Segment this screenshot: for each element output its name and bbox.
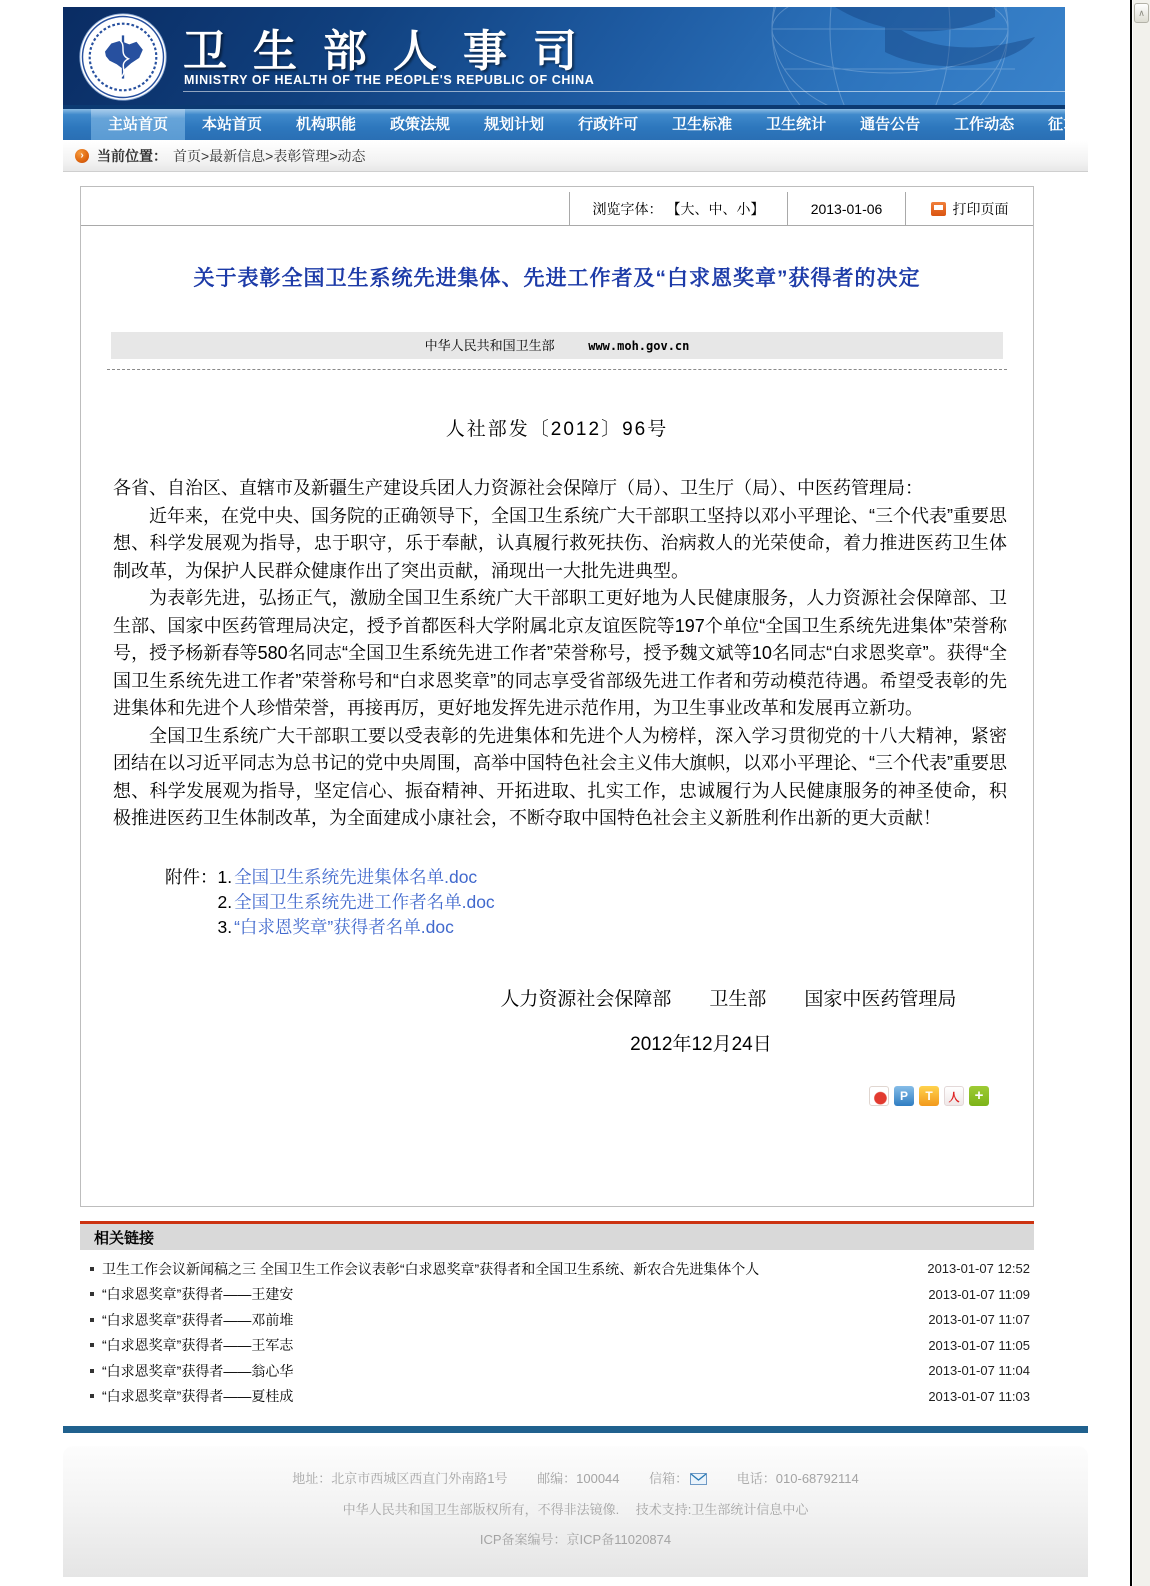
nav-item-planning[interactable]: 规划计划 (484, 116, 545, 133)
header-rule (183, 91, 1065, 92)
bullet-icon (90, 1394, 94, 1398)
article-body (113, 475, 1007, 833)
attachment-row (218, 890, 495, 915)
nav-item-statistics[interactable]: 卫生统计 (766, 116, 827, 133)
dashed-separator (107, 369, 1007, 370)
footer-icp: ICP备案编号：京ICP备11020874 (479, 1532, 672, 1547)
site-title: 卫生部人事司 (183, 27, 603, 76)
bottom-blue-bar (63, 1426, 1088, 1433)
breadcrumb-path[interactable]: 首页>最新信息>表彰管理>动态 (173, 148, 366, 164)
nav-item-announcements[interactable]: 通告公告 (860, 116, 921, 133)
related-link-row (80, 1282, 1034, 1308)
article-date: 2013-01-06 (787, 192, 905, 225)
paragraph: 各省、自治区、直辖市及新疆生产建设兵团人力资源社会保障厅（局）、卫生厅（局）、中医药管理局： (113, 478, 923, 498)
font-size-options[interactable]: 【大、中、小】 (666, 200, 765, 217)
related-link[interactable]: “白求恩奖章”获得者——夏桂成 (102, 1388, 294, 1405)
doc-number: 人社部发〔2012〕96号 (445, 419, 669, 440)
footer-mail: 信箱： (649, 1471, 707, 1486)
nav-item-licensing[interactable]: 行政许可 (578, 116, 639, 133)
bullet-icon (90, 1318, 94, 1322)
footer-address: 地址：北京市西城区西直门外南路1号 (292, 1471, 508, 1486)
footer-tel: 电话：010-68792114 (736, 1471, 859, 1486)
related-link-row (80, 1256, 1034, 1282)
attachments-label: 附件： (165, 866, 218, 887)
nav-item-work-news[interactable]: 工作动态 (954, 116, 1015, 133)
tencent-weibo-icon[interactable] (919, 1086, 939, 1106)
related-links-section (80, 1221, 1034, 1409)
scrollbar-track[interactable] (1133, 0, 1150, 1586)
breadcrumb (63, 141, 1088, 172)
related-link[interactable]: “白求恩奖章”获得者——王建安 (102, 1286, 294, 1303)
mail-icon[interactable] (690, 1473, 707, 1488)
signature-ministries: 人力资源社会保障部 卫生部 国家中医药管理局 (500, 988, 957, 1010)
related-link[interactable]: “白求恩奖章”获得者——翁心华 (102, 1362, 294, 1379)
window-border-line (1130, 0, 1132, 1586)
attachment-link[interactable]: “白求恩奖章”获得者名单.doc (234, 916, 454, 937)
attachment-link[interactable]: 全国卫生系统先进集体名单.doc (234, 866, 478, 887)
nav-item-feedback[interactable]: 征求意见 (1048, 116, 1109, 133)
footer-copyright: 中华人民共和国卫生部版权所有，不得非法镜像. 技术支持:卫生部统计信息中心 (342, 1502, 809, 1517)
attachment-number: 1. (217, 866, 233, 887)
nav-item-site-home[interactable]: 本站首页 (202, 116, 263, 133)
font-size-label: 浏览字体： (592, 200, 663, 217)
related-links-header: 相关链接 (80, 1221, 1034, 1250)
bullet-icon (90, 1343, 94, 1347)
bullet-icon (90, 1369, 94, 1373)
pengyou-icon[interactable] (894, 1086, 914, 1106)
related-link-time: 2013-01-07 11:03 (928, 1388, 1030, 1404)
attachment-number: 3. (217, 916, 233, 937)
attachment-link[interactable]: 全国卫生系统先进工作者名单.doc (234, 891, 495, 912)
moh-logo-icon (78, 12, 168, 102)
site-header (63, 7, 1065, 105)
article-box (80, 186, 1034, 1207)
site-subtitle: MINISTRY OF HEALTH OF THE PEOPLE'S REPUBLIC OF CHINA (184, 73, 595, 87)
paragraph: 近年来，在党中央、国务院的正确领导下，全国卫生系统广大干部职工坚持以邓小平理论、“三个代表”重要思想、科学发展观为指导，忠于职守，乐于奉献，认真履行救死扶伤、治病救人的光荣使命，着力推进医药卫生体制改革，为保护人民群众健康作出了突出贡献，涌现出一大批先进典型。 (113, 505, 1007, 581)
main-nav (63, 109, 1109, 140)
attachments (165, 865, 1033, 940)
paragraph: 全国卫生系统广大干部职工要以受表彰的先进集体和先进个人为榜样，深入学习贯彻党的十八大精神，紧密团结在以习近平同志为总书记的党中央周围，高举中国特色社会主义伟大旗帜，以邓小平理论、“三个代表”重要思想、科学发展观为指导，坚定信心、振奋精神、开拓进取、扎实工作，忠诚履行为人民健康服务的神圣使命，积极推进医药卫生体制改革，为全面建成小康社会，不断夺取中国特色社会主义新胜利作出新的更大贡献！ (113, 725, 1007, 828)
related-link-row (80, 1307, 1034, 1333)
nav-item-standards[interactable]: 卫生标准 (672, 116, 733, 133)
source-bar (111, 332, 1003, 359)
share-more-icon[interactable] (969, 1086, 989, 1106)
page (63, 7, 1109, 1577)
signature-date: 2012年12月24日 (630, 1033, 772, 1055)
source-url: www.moh.gov.cn (588, 339, 690, 353)
related-link-time: 2013-01-07 12:52 (927, 1261, 1030, 1277)
article-toolbar (81, 192, 1033, 226)
related-link-row (80, 1358, 1034, 1384)
attachment-row (218, 915, 495, 940)
related-link-row (80, 1333, 1034, 1359)
site-footer (63, 1446, 1088, 1577)
bullet-icon (90, 1292, 94, 1296)
related-link-time: 2013-01-07 11:05 (928, 1337, 1030, 1353)
print-label: 打印页面 (952, 200, 1009, 217)
nav-item-functions[interactable]: 机构职能 (296, 116, 357, 133)
footer-contact-line (63, 1468, 1088, 1488)
related-link-time: 2013-01-07 11:09 (928, 1286, 1030, 1302)
scrollbar-up-button[interactable] (1134, 3, 1149, 23)
related-link-row (80, 1384, 1034, 1410)
footer-zip: 邮编：100044 (537, 1471, 620, 1486)
location-arrow-icon (75, 149, 89, 163)
share-row (81, 1086, 989, 1106)
related-link[interactable]: “白求恩奖章”获得者——邓前堆 (102, 1311, 294, 1328)
print-page-button[interactable] (905, 192, 1033, 225)
related-link-time: 2013-01-07 11:07 (928, 1312, 1030, 1328)
source-name: 中华人民共和国卫生部 (424, 338, 555, 353)
paragraph: 为表彰先进，弘扬正气，激励全国卫生系统广大干部职工更好地为人民健康服务，人力资源社会保障部、卫生部、国家中医药管理局决定，授予首都医科大学附属北京友谊医院等197个单位“全国卫生系统先进集体”荣誉称号，授予杨新春等580名同志“全国卫生系统先进工作者”荣誉称号，授予魏文斌等10名同志“白求恩奖章”。获得“全国卫生系统先进工作者”荣誉称号和“白求恩奖章”的同志享受省部级先进工作者和劳动模范待遇。希望受表彰的先进集体和先进个人珍惜荣誉，再接再厉，更好地发挥先进示范作用，为卫生事业改革和发展再立新功。 (113, 588, 1007, 718)
font-size-control (569, 192, 787, 225)
print-icon (931, 202, 946, 216)
related-link[interactable]: 卫生工作会议新闻稿之三 全国卫生工作会议表彰“白求恩奖章”获得者和全国卫生系统、新农合先进集体个人 (102, 1260, 760, 1277)
related-link-time: 2013-01-07 11:04 (928, 1363, 1030, 1379)
bullet-icon (90, 1267, 94, 1271)
attachment-row (218, 865, 495, 890)
attachment-number: 2. (217, 891, 233, 912)
related-link[interactable]: “白求恩奖章”获得者——王军志 (102, 1337, 294, 1354)
article-title: 关于表彰全国卫生系统先进集体、先进工作者及“白求恩奖章”获得者的决定 (193, 267, 921, 290)
nav-item-main-home[interactable]: 主站首页 (91, 109, 185, 140)
breadcrumb-label: 当前位置： (97, 148, 167, 164)
sina-weibo-icon[interactable] (869, 1086, 889, 1106)
renren-icon[interactable] (944, 1086, 964, 1106)
nav-item-policies[interactable]: 政策法规 (390, 116, 451, 133)
signature-block (81, 984, 1033, 1056)
